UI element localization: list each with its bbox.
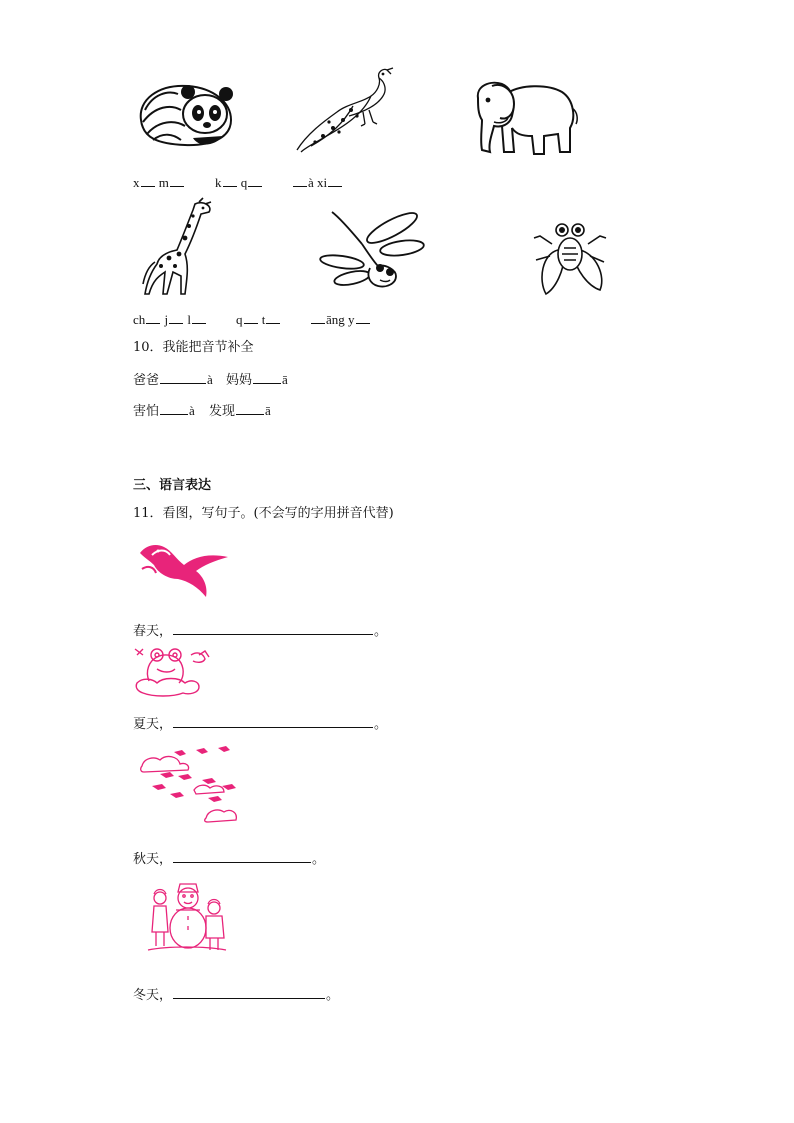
answer-blank[interactable] xyxy=(244,311,258,324)
pinyin-label-panda: x m xyxy=(133,174,185,191)
question-11-title: 11．看图，写句子。(不会写的字用拼音代替) xyxy=(133,506,394,521)
swallow-icon xyxy=(138,535,230,599)
q10-item-baba: 爸爸 à xyxy=(133,372,213,388)
pinyin-label-fly: āng y xyxy=(310,311,371,328)
answer-blank[interactable] xyxy=(170,174,184,187)
sentence-line-spring: 春天， 。 xyxy=(133,624,388,639)
answer-blank[interactable] xyxy=(266,311,280,324)
dragonfly-icon xyxy=(316,210,426,288)
q10-item-faxian: 发现 ā xyxy=(209,403,271,419)
answer-blank[interactable] xyxy=(223,174,237,187)
answer-blank[interactable] xyxy=(192,311,206,324)
answer-blank[interactable] xyxy=(160,371,206,384)
answer-line[interactable] xyxy=(173,850,311,863)
answer-blank[interactable] xyxy=(293,174,307,187)
answer-blank[interactable] xyxy=(356,311,370,324)
pinyin-label-peacock: k q xyxy=(215,174,263,191)
snowman-icon xyxy=(148,880,226,954)
sentence-line-winter: 冬天， 。 xyxy=(133,988,340,1003)
answer-line[interactable] xyxy=(173,986,325,999)
answer-blank[interactable] xyxy=(253,371,281,384)
sentence-line-autumn: 秋天， 。 xyxy=(133,852,326,867)
answer-blank[interactable] xyxy=(146,311,160,324)
answer-line[interactable] xyxy=(173,715,373,728)
peacock-icon xyxy=(293,66,395,154)
q10-item-haipa: 害怕 à xyxy=(133,403,195,419)
answer-line[interactable] xyxy=(173,622,373,635)
sentence-line-summer: 夏天， 。 xyxy=(133,717,388,732)
answer-blank[interactable] xyxy=(236,402,264,415)
answer-blank[interactable] xyxy=(328,174,342,187)
answer-blank[interactable] xyxy=(169,311,183,324)
frog-icon xyxy=(133,643,213,697)
answer-blank[interactable] xyxy=(160,402,188,415)
pinyin-label-elephant: à xi xyxy=(292,174,343,191)
pinyin-label-giraffe: ch j l xyxy=(133,311,207,328)
question-10-title: 10．我能把音节补全 xyxy=(133,340,254,355)
geese-icon xyxy=(136,746,242,830)
fly-icon xyxy=(528,210,612,298)
q10-item-mama: 妈妈 ā xyxy=(226,372,288,388)
panda-icon xyxy=(133,80,238,148)
pinyin-label-dragonfly: q t xyxy=(236,311,281,328)
answer-blank[interactable] xyxy=(311,311,325,324)
section-3-title: 三、语言表达 xyxy=(133,478,212,493)
answer-blank[interactable] xyxy=(141,174,155,187)
answer-blank[interactable] xyxy=(248,174,262,187)
elephant-icon xyxy=(472,78,580,158)
giraffe-icon xyxy=(133,196,217,298)
